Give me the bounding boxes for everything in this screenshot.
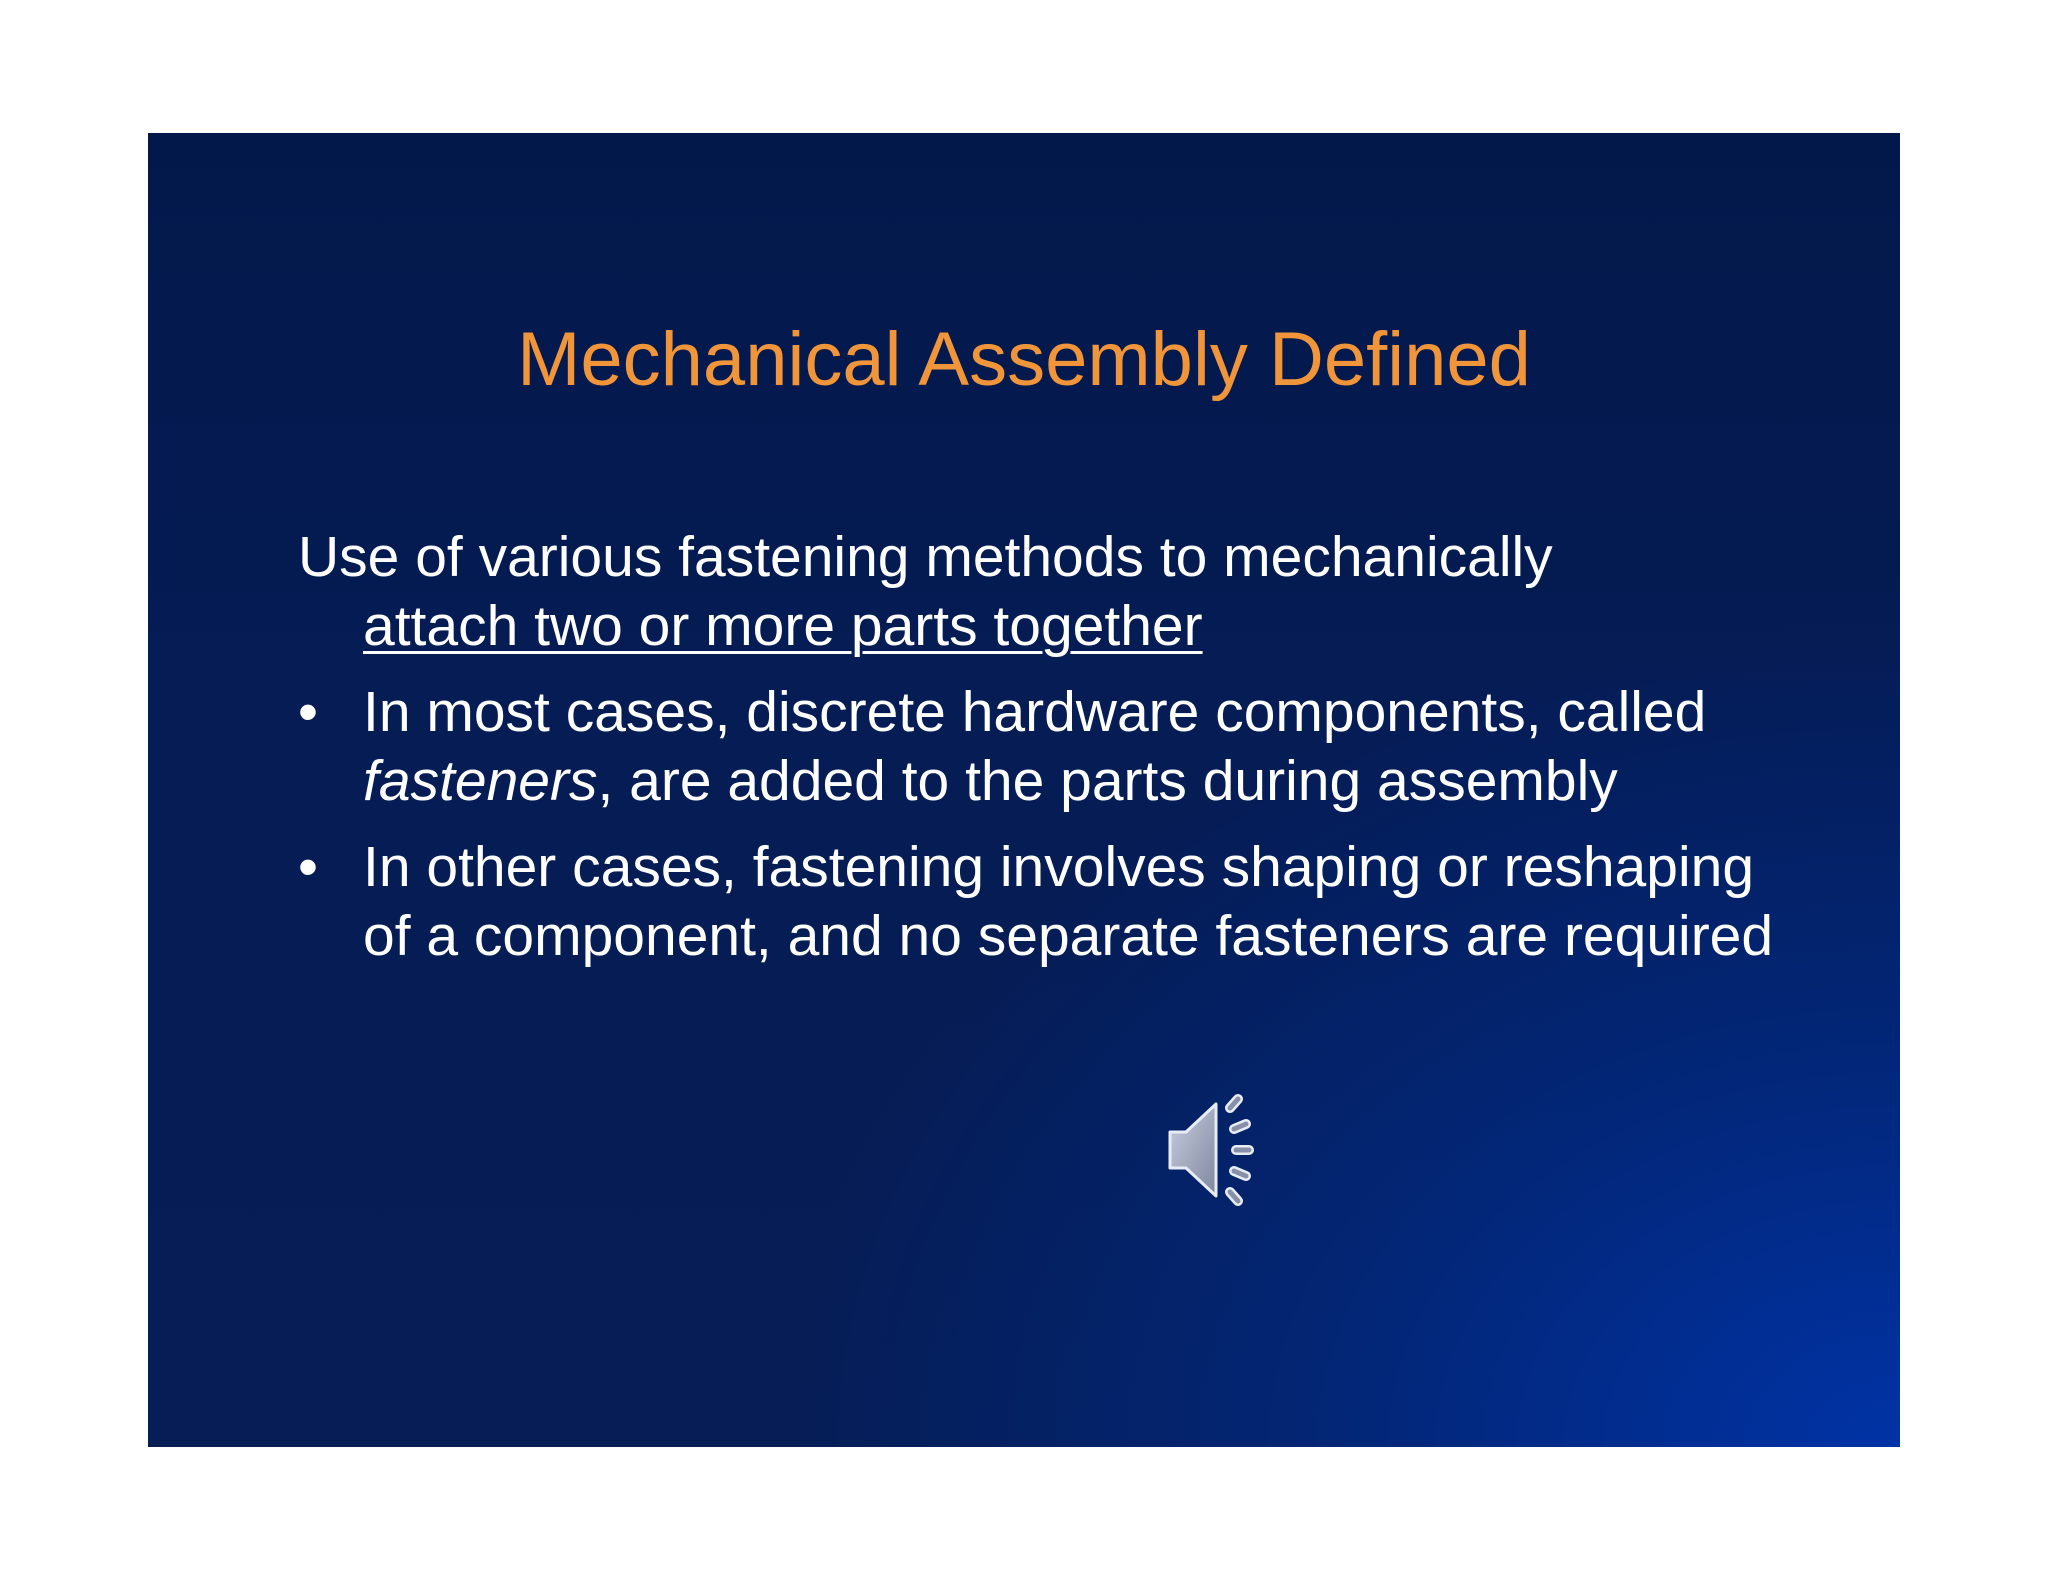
bullet-text: In most cases, discrete hardware components, called	[363, 680, 1707, 744]
intro-lead-text: Use of various fastening methods to mechanically	[298, 525, 1553, 589]
bullet-item	[298, 678, 1778, 816]
bullet-text: In other cases, fastening involves shaping or reshaping of a component, and no separate fasteners are required	[363, 835, 1774, 968]
slide-title: Mechanical Assembly Defined	[517, 317, 1531, 402]
slide	[148, 133, 1900, 1447]
speaker-icon[interactable]	[1164, 1090, 1284, 1210]
bullet-marker: •	[298, 680, 318, 744]
bullet-item	[298, 833, 1778, 971]
intro-underlined-text: attach two or more parts together	[363, 594, 1203, 658]
intro-paragraph	[298, 523, 1778, 661]
bullet-italic-term: fasteners	[363, 749, 598, 813]
bullet-text-continued: , are added to the parts during assembly	[597, 749, 1618, 813]
bullet-marker: •	[298, 835, 318, 899]
slide-body	[298, 523, 1778, 988]
